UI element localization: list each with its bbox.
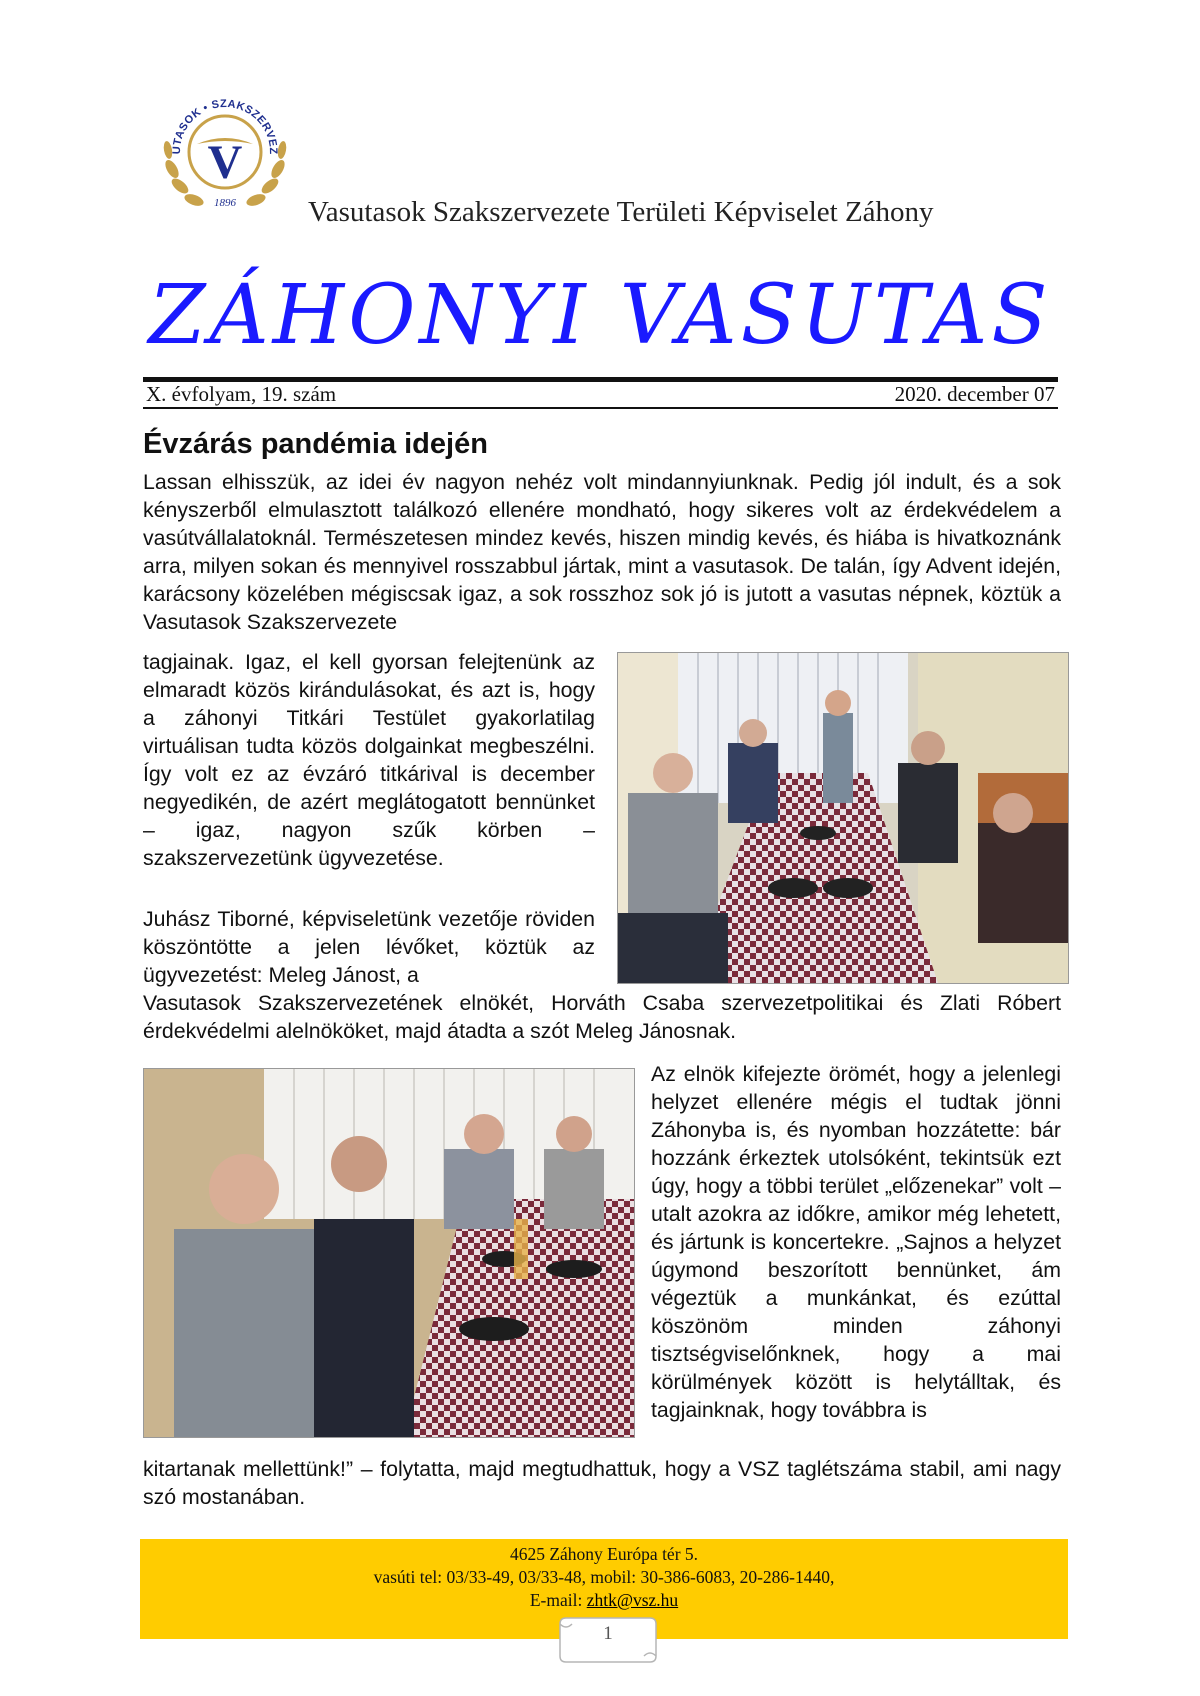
article-headline: Évzárás pandémia idején [143, 428, 488, 460]
newspaper-masthead: ZÁHONYI VASUTAS [148, 268, 1052, 363]
logo-year: 1896 [214, 197, 236, 209]
issue-date: 2020. december 07 [894, 382, 1055, 406]
article-paragraph-2-start: Juhász Tiborné, képviseletünk vezetője röviden köszöntötte a jelen lévőket, köztük az ügyvezetést: Meleg Jánost, a [143, 907, 595, 987]
article-paragraph-2-end: Vasutasok Szakszervezetének elnökét, Horváth Csaba szervezetpolitikai és Zlati Róbert érdekvédelmi alelnököket, majd átadta a szót Meleg Jánosnak. [143, 991, 1061, 1043]
article-intro-paragraph: Lassan elhisszük, az idei év nagyon nehéz volt mindannyiunknak. Pedig jól indult, és a sok kényszerből elmulasztott találkozó ellenére mondható, hogy sikeres volt az érdekvédelem a vasútvállalatoknál. Természetesen mindez kevés, hiszen mindig kevés, és hiába is hivatkoznánk arra, milyen sokan és mennyivel rosszabbul jártak, mint a vasutasok. De talán, így Advent idején, karácsony közelében mégiscsak igaz, a sok rosszhoz sok jó is jutott a vasutas népnek, köztük a Vasutasok Szakszervezete [143, 470, 1061, 634]
union-emblem-icon [150, 74, 300, 224]
logo-letter: V [207, 136, 243, 189]
article-paragraph-3-start: Az elnök kifejezte örömét, hogy a jelenlegi helyzet ellenére mégis el tudtak jönni Záhonyba is, és nyomban hozzátette: bár hozzánk érkeztek utolsóként, tekintsük ezt úgy, hogy a többi terület „előzenekar” volt – utalt azokra az időkre, amikor még lehetett, és jártunk is koncertekre. „Sajnos a helyzet úgymond beszorított bennünket, ám végeztük a munkánkat, és ezúttal köszönöm minden záhonyi tisztségviselőnknek, hogy a mai körülmények között is helytálltak, és tagjainknak, hogy továbbra is [651, 1062, 1061, 1422]
meeting-photo-2 [143, 1068, 635, 1438]
footer-email-line [140, 1589, 1068, 1612]
footer-phones: vasúti tel: 03/33-49, 03/33-48, mobil: 30-386-6083, 20-286-1440, [373, 1567, 835, 1587]
footer-address: 4625 Záhony Európa tér 5. [509, 1544, 699, 1564]
logo-arc-text: UTASOK • SZAKSZERVEZ [170, 97, 280, 155]
page-number: 1 [603, 1623, 613, 1644]
meeting-photo-1 [617, 652, 1069, 984]
issue-number: X. évfolyam, 19. szám [146, 382, 337, 406]
article-paragraph-1: tagjainak. Igaz, el kell gyorsan felejtenünk az elmaradt közös kirándulásokat, és azt is, hogy a záhonyi Titkári Testület gyakorlatilag virtuálisan tudta közös dolgainkat megbeszélni. Így volt ez az évzáró titkárival is december negyedikén, de azért meglátogatott bennünket – igaz, nagyon szűk körben – szakszervezetünk ügyvezetése. [143, 650, 595, 870]
footer-email-label: E-mail: [529, 1590, 587, 1610]
article-paragraph-3-end: kitartanak mellettünk!” – folytatta, majd megtudhattuk, hogy a VSZ taglétszáma stabil, ami nagy szó mostanában. [143, 1457, 1061, 1509]
union-logo [150, 74, 300, 224]
footer-email-link[interactable]: zhtk@vsz.hu [586, 1590, 679, 1610]
organization-title: Vasutasok Szakszervezete Területi Képviselet Záhony [308, 196, 934, 228]
header-rule-bottom [143, 407, 1058, 409]
